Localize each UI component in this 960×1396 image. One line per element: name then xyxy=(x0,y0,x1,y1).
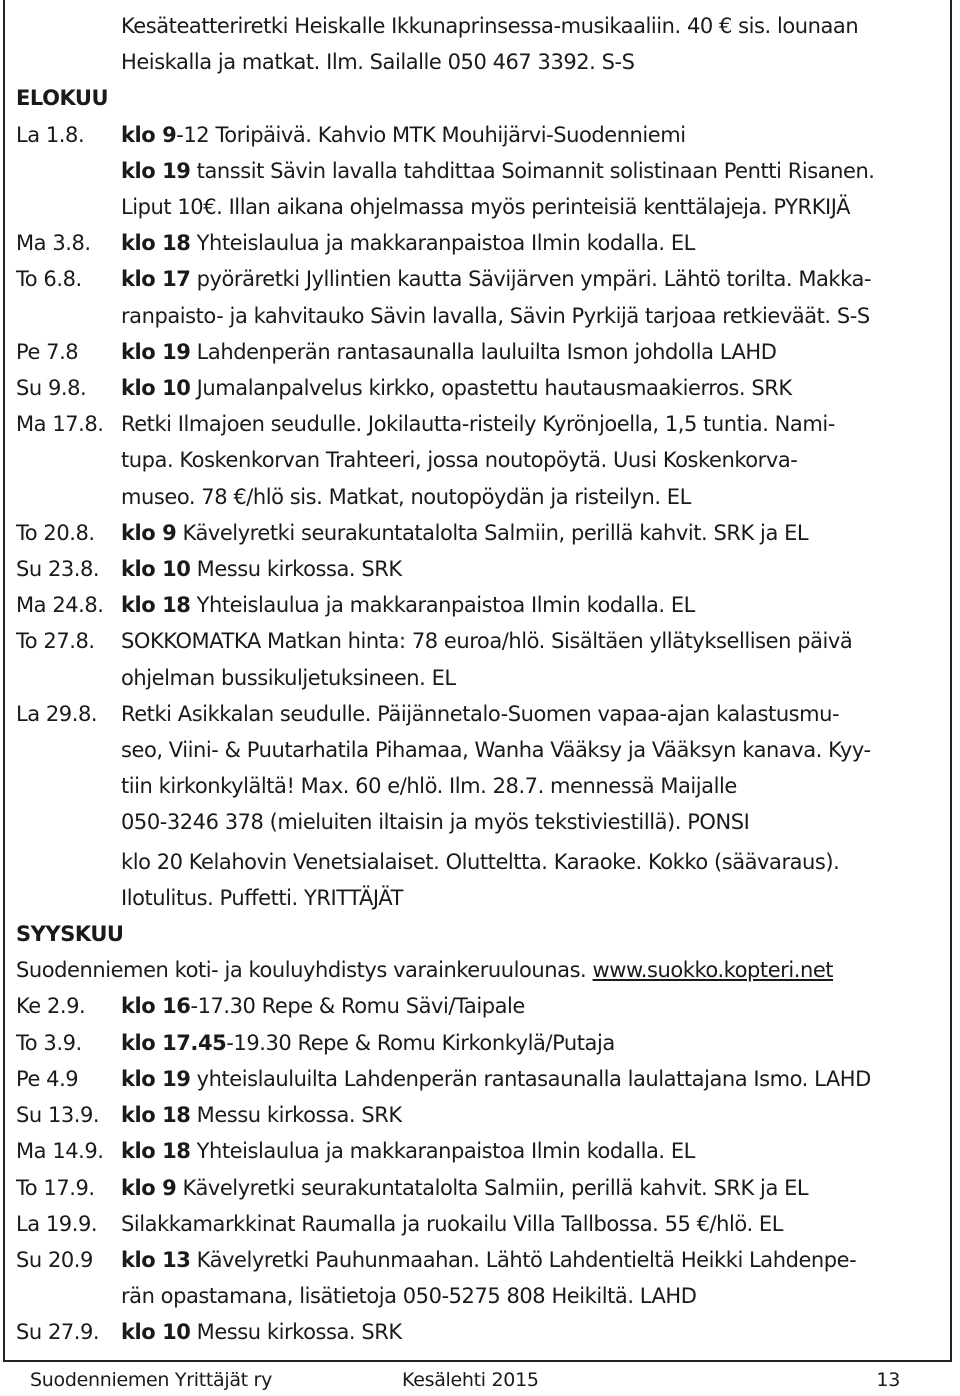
event-date: Su 9.8. xyxy=(16,376,87,401)
event-description xyxy=(121,1170,944,1206)
event-text: klo 20 Kelahovin Venetsialaiset. Olutteltta. Karaoke. Kokko (säävaraus). xyxy=(121,849,840,874)
event-row xyxy=(16,1061,944,1097)
page-number: 13 xyxy=(876,1369,900,1391)
event-text: Messu kirkossa. SRK xyxy=(190,1320,402,1345)
event-row xyxy=(16,334,944,370)
event-time: klo 10 xyxy=(121,376,191,401)
event-time: klo 19 xyxy=(121,1066,191,1091)
event-text: museo. 78 €/hlö sis. Matkat, noutopöydän ja risteilyn. EL xyxy=(121,484,691,509)
event-text: tanssit Sävin lavalla tahdittaa Soimannit solistinaan Pentti Risanen. xyxy=(190,158,875,183)
event-line xyxy=(121,732,944,768)
event-date: Su 23.8. xyxy=(16,557,100,582)
event-date: To 6.8. xyxy=(16,267,82,292)
event-row xyxy=(16,1206,944,1242)
event-line xyxy=(121,660,944,696)
event-description xyxy=(121,844,944,916)
event-date: Ma 3.8. xyxy=(16,231,91,256)
event-line xyxy=(121,406,944,442)
event-text: -12 Toripäivä. Kahvio MTK Mouhijärvi-Suodenniemi xyxy=(176,122,686,147)
event-text: Lahdenperän rantasaunalla lauluilta Ismon johdolla LAHD xyxy=(190,339,777,364)
september-intro xyxy=(16,952,944,988)
event-time: klo 9 xyxy=(121,1175,177,1200)
event-description xyxy=(121,1314,944,1350)
event-text: ranpaisto- ja kahvitauko Sävin lavalla, Sävin Pyrkijä tarjoaa retkieväät. S-S xyxy=(121,303,870,328)
event-line xyxy=(121,261,944,297)
event-line xyxy=(121,334,944,370)
event-line xyxy=(121,442,944,478)
event-row xyxy=(16,551,944,587)
event-row xyxy=(16,587,944,623)
event-line xyxy=(121,623,944,659)
event-text: Messu kirkossa. SRK xyxy=(190,557,402,582)
event-line xyxy=(121,1278,944,1314)
event-row xyxy=(16,1242,944,1314)
event-text: Ilotulitus. Puffetti. YRITTÄJÄT xyxy=(121,885,403,910)
intro-text xyxy=(121,8,944,80)
event-description xyxy=(121,623,944,695)
event-row xyxy=(16,1170,944,1206)
event-text: yhteislauluilta Lahdenperän rantasaunalla laulattajana Ismo. LAHD xyxy=(190,1066,871,1091)
august-events xyxy=(16,117,944,916)
event-row xyxy=(16,1025,944,1061)
event-date: La 1.8. xyxy=(16,122,85,147)
event-time: klo 18 xyxy=(121,231,191,256)
event-time: klo 19 xyxy=(121,158,191,183)
event-line xyxy=(121,298,944,334)
event-text: -19.30 Repe & Romu Kirkonkylä/Putaja xyxy=(226,1030,615,1055)
event-text: Retki Ilmajoen seudulle. Jokilautta-risteily Kyrönjoella, 1,5 tuntia. Nami- xyxy=(121,412,835,437)
event-text: 050-3246 378 (mieluiten iltaisin ja myös tekstiviestillä). PONSI xyxy=(121,810,750,835)
event-date: Ma 24.8. xyxy=(16,593,104,618)
event-date: Ma 14.9. xyxy=(16,1139,104,1164)
event-time: klo 10 xyxy=(121,1320,191,1345)
website-link[interactable]: www.suokko.kopteri.net xyxy=(592,958,834,983)
event-row xyxy=(16,696,944,841)
event-row xyxy=(16,261,944,333)
event-text: ohjelman bussikuljetuksineen. EL xyxy=(121,665,456,690)
event-line xyxy=(121,844,944,880)
event-line xyxy=(121,1314,944,1350)
event-line xyxy=(121,1061,944,1097)
event-line xyxy=(121,117,944,153)
event-description xyxy=(121,225,944,261)
event-line xyxy=(121,515,944,551)
event-line xyxy=(121,804,944,840)
event-text: Silakkamarkkinat Raumalla ja ruokailu Villa Tallbossa. 55 €/hlö. EL xyxy=(121,1211,783,1236)
event-description xyxy=(121,117,944,226)
event-date: Ma 17.8. xyxy=(16,412,104,437)
event-time: klo 19 xyxy=(121,339,191,364)
event-line xyxy=(121,551,944,587)
event-row xyxy=(16,117,944,226)
event-line xyxy=(121,988,944,1024)
event-row xyxy=(16,225,944,261)
event-date: Pe 7.8 xyxy=(16,339,79,364)
intro-row xyxy=(16,8,944,80)
event-description xyxy=(121,1061,944,1097)
event-time: klo 18 xyxy=(121,1103,191,1128)
event-line xyxy=(121,1242,944,1278)
event-time: klo 9 xyxy=(121,520,177,545)
event-description xyxy=(121,587,944,623)
september-events xyxy=(16,988,944,1350)
event-description xyxy=(121,261,944,333)
event-row xyxy=(16,844,944,916)
event-description xyxy=(121,1133,944,1169)
event-description xyxy=(121,370,944,406)
event-description xyxy=(121,696,944,841)
event-line xyxy=(121,587,944,623)
page-footer xyxy=(30,1368,900,1392)
event-row xyxy=(16,1314,944,1350)
footer-organization: Suodenniemen Yrittäjät ry xyxy=(30,1369,273,1391)
event-text: pyöräretki Jyllintien kautta Sävijärven ympäri. Lähtö torilta. Makka- xyxy=(190,267,871,292)
september-intro-text: Suodenniemen koti- ja kouluyhdistys varainkeruulounas. xyxy=(16,958,593,983)
event-row xyxy=(16,988,944,1024)
event-text: Messu kirkossa. SRK xyxy=(190,1103,402,1128)
event-text: tupa. Koskenkorvan Trahteeri, jossa noutopöytä. Uusi Koskenkorva- xyxy=(121,448,798,473)
event-row xyxy=(16,515,944,551)
event-text: Jumalanpalvelus kirkko, opastettu hautausmaakierros. SRK xyxy=(190,376,792,401)
event-text: Retki Asikkalan seudulle. Päijännetalo-Suomen vapaa-ajan kalastusmu- xyxy=(121,701,840,726)
event-description xyxy=(121,1097,944,1133)
event-time: klo 17 xyxy=(121,267,191,292)
intro-line: Kesäteatteriretki Heiskalle Ikkunaprinsessa-musikaaliin. 40 € sis. lounaan xyxy=(121,14,859,38)
event-text: Kävelyretki seurakuntatalolta Salmiin, perillä kahvit. SRK ja EL xyxy=(176,1175,809,1200)
event-line xyxy=(121,225,944,261)
event-line xyxy=(121,189,944,225)
event-text: rän opastamana, lisätietoja 050-5275 808 Heikiltä. LAHD xyxy=(121,1284,697,1309)
event-text: SOKKOMATKA Matkan hinta: 78 euroa/hlö. Sisältäen yllätyksellisen päivä xyxy=(121,629,853,654)
event-date: Su 20.9 xyxy=(16,1247,93,1272)
event-line xyxy=(121,1097,944,1133)
event-row xyxy=(16,1133,944,1169)
event-date: La 29.8. xyxy=(16,701,98,726)
event-description xyxy=(121,1242,944,1314)
event-line xyxy=(121,696,944,732)
event-description xyxy=(121,406,944,515)
intro-line: Heiskalla ja matkat. Ilm. Sailalle 050 467 3392. S-S xyxy=(121,50,635,75)
event-date: To 17.9. xyxy=(16,1175,95,1200)
event-row xyxy=(16,1097,944,1133)
event-date: To 20.8. xyxy=(16,520,95,545)
event-description xyxy=(121,515,944,551)
event-description xyxy=(121,1206,944,1242)
event-date: Ke 2.9. xyxy=(16,994,86,1019)
event-row xyxy=(16,623,944,695)
event-text: tiin kirkonkylältä! Max. 60 e/hlö. Ilm. 28.7. mennessä Maijalle xyxy=(121,774,737,799)
event-text: Kävelyretki Pauhunmaahan. Lähtö Lahdentieltä Heikki Lahdenpe- xyxy=(190,1247,857,1272)
month-heading-august: ELOKUU xyxy=(16,86,109,111)
event-time: klo 18 xyxy=(121,593,191,618)
event-description xyxy=(121,551,944,587)
event-text: Yhteislaulua ja makkaranpaistoa Ilmin kodalla. EL xyxy=(190,1139,695,1164)
event-date: La 19.9. xyxy=(16,1211,98,1236)
event-time: klo 10 xyxy=(121,557,191,582)
event-row xyxy=(16,370,944,406)
event-date: Pe 4.9 xyxy=(16,1066,79,1091)
event-description xyxy=(121,334,944,370)
event-time: klo 16 xyxy=(121,994,191,1019)
event-row xyxy=(16,406,944,515)
month-heading-september: SYYSKUU xyxy=(16,922,124,947)
event-line xyxy=(121,1025,944,1061)
event-text: Kävelyretki seurakuntatalolta Salmiin, perillä kahvit. SRK ja EL xyxy=(176,520,809,545)
event-line xyxy=(121,1133,944,1169)
event-calendar xyxy=(16,8,944,1351)
event-description xyxy=(121,988,944,1024)
event-text: Liput 10€. Illan aikana ohjelmassa myös perinteisiä kenttälajeja. PYRKIJÄ xyxy=(121,195,851,220)
event-line xyxy=(121,479,944,515)
event-description xyxy=(121,1025,944,1061)
event-text: Yhteislaulua ja makkaranpaistoa Ilmin kodalla. EL xyxy=(190,231,695,256)
footer-issue: Kesälehti 2015 xyxy=(402,1369,539,1391)
event-line xyxy=(121,1170,944,1206)
event-time: klo 9 xyxy=(121,122,177,147)
event-date: Su 27.9. xyxy=(16,1320,100,1345)
event-text: Yhteislaulua ja makkaranpaistoa Ilmin kodalla. EL xyxy=(190,593,695,618)
event-time: klo 17.45 xyxy=(121,1030,227,1055)
event-line xyxy=(121,370,944,406)
event-time: klo 13 xyxy=(121,1247,191,1272)
event-date: To 27.8. xyxy=(16,629,95,654)
event-line xyxy=(121,1206,944,1242)
event-date: Su 13.9. xyxy=(16,1103,100,1128)
event-line xyxy=(121,768,944,804)
event-text: -17.30 Repe & Romu Sävi/Taipale xyxy=(190,994,525,1019)
event-line xyxy=(121,880,944,916)
event-date: To 3.9. xyxy=(16,1030,82,1055)
event-time: klo 18 xyxy=(121,1139,191,1164)
event-text: seo, Viini- & Puutarhatila Pihamaa, Wanha Vääksy ja Vääksyn kanava. Kyy- xyxy=(121,738,871,763)
event-line xyxy=(121,153,944,189)
